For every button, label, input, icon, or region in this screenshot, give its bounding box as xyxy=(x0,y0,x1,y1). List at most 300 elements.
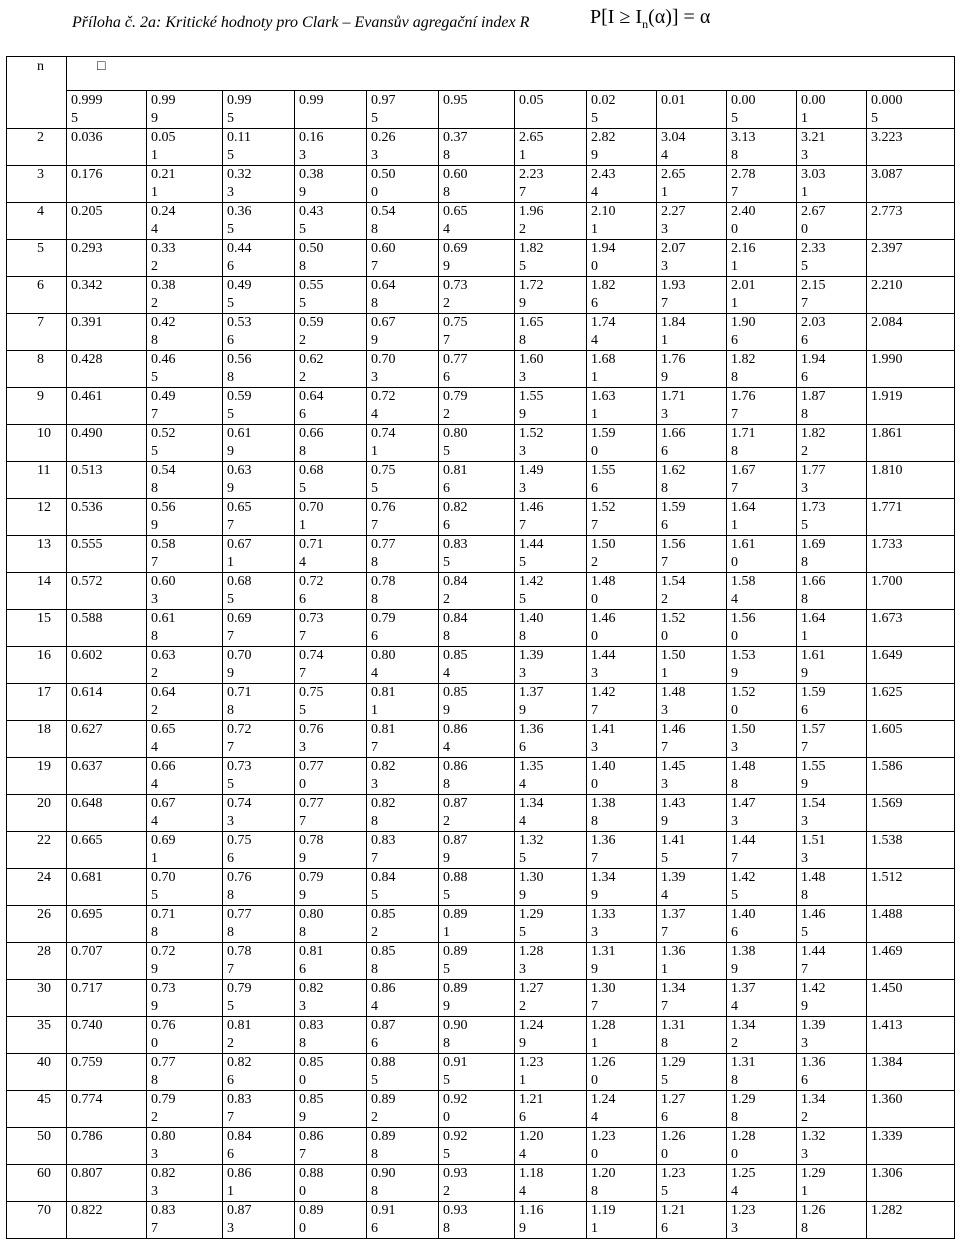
value-cell: 1.53 9 xyxy=(727,647,797,684)
value-cell: 1.59 0 xyxy=(587,425,657,462)
value-cell: 0.428 xyxy=(67,351,147,388)
value-cell: 1.26 0 xyxy=(657,1128,727,1165)
n-cell: 20 xyxy=(7,795,67,832)
value-cell: 1.94 0 xyxy=(587,240,657,277)
value-cell: 0.81 7 xyxy=(367,721,439,758)
value-cell: 1.469 xyxy=(867,943,955,980)
alpha-level-cell: 0.99 xyxy=(295,91,367,129)
value-cell: 1.36 7 xyxy=(587,832,657,869)
value-cell: 1.28 1 xyxy=(587,1017,657,1054)
table-row xyxy=(7,425,955,462)
value-cell: 0.64 6 xyxy=(295,388,367,425)
value-cell: 1.990 xyxy=(867,351,955,388)
value-cell: 1.68 1 xyxy=(587,351,657,388)
table-row xyxy=(7,980,955,1017)
value-cell: 2.16 1 xyxy=(727,240,797,277)
value-cell: 0.64 2 xyxy=(147,684,223,721)
value-cell: 1.42 9 xyxy=(797,980,867,1017)
value-cell: 0.391 xyxy=(67,314,147,351)
table-row xyxy=(7,499,955,536)
value-cell: 0.80 5 xyxy=(439,425,515,462)
table-row xyxy=(7,610,955,647)
value-cell: 2.78 7 xyxy=(727,166,797,203)
n-cell: 45 xyxy=(7,1091,67,1128)
value-cell: 0.81 2 xyxy=(223,1017,295,1054)
value-cell: 2.397 xyxy=(867,240,955,277)
value-cell: 0.69 1 xyxy=(147,832,223,869)
value-cell: 0.73 5 xyxy=(223,758,295,795)
value-cell: 1.46 7 xyxy=(515,499,587,536)
value-cell: 1.54 3 xyxy=(797,795,867,832)
value-cell: 1.71 8 xyxy=(727,425,797,462)
value-cell: 0.74 1 xyxy=(367,425,439,462)
value-cell: 1.339 xyxy=(867,1128,955,1165)
value-cell: 1.49 3 xyxy=(515,462,587,499)
value-cell: 1.57 7 xyxy=(797,721,867,758)
formula-prefix: P[I ≥ I xyxy=(590,6,643,28)
value-cell: 1.72 9 xyxy=(515,277,587,314)
value-cell: 2.15 7 xyxy=(797,277,867,314)
value-cell: 1.37 4 xyxy=(727,980,797,1017)
value-cell: 0.84 5 xyxy=(367,869,439,906)
value-cell: 3.04 4 xyxy=(657,129,727,166)
value-cell: 1.48 0 xyxy=(587,573,657,610)
value-cell: 1.96 2 xyxy=(515,203,587,240)
value-cell: 0.70 1 xyxy=(295,499,367,536)
value-cell: 0.695 xyxy=(67,906,147,943)
value-cell: 1.26 8 xyxy=(797,1202,867,1239)
value-cell: 1.32 5 xyxy=(515,832,587,869)
value-cell: 0.05 1 xyxy=(147,129,223,166)
table-row xyxy=(7,240,955,277)
value-cell: 0.70 3 xyxy=(367,351,439,388)
value-cell: 1.21 6 xyxy=(515,1091,587,1128)
value-cell: 0.71 4 xyxy=(295,536,367,573)
value-cell: 0.648 xyxy=(67,795,147,832)
table-row xyxy=(7,462,955,499)
value-cell: 0.66 4 xyxy=(147,758,223,795)
value-cell: 3.223 xyxy=(867,129,955,166)
value-cell: 0.87 2 xyxy=(439,795,515,832)
table-row xyxy=(7,1054,955,1091)
table-body xyxy=(7,57,955,1239)
value-cell: 0.293 xyxy=(67,240,147,277)
n-cell: 11 xyxy=(7,462,67,499)
value-cell: 0.66 8 xyxy=(295,425,367,462)
value-cell: 0.80 4 xyxy=(367,647,439,684)
table-row xyxy=(7,166,955,203)
value-cell: 1.450 xyxy=(867,980,955,1017)
value-cell: 3.13 8 xyxy=(727,129,797,166)
value-cell: 1.66 6 xyxy=(657,425,727,462)
value-cell: 1.36 6 xyxy=(797,1054,867,1091)
value-cell: 0.85 8 xyxy=(367,943,439,980)
value-cell: 1.35 4 xyxy=(515,758,587,795)
value-cell: 0.62 2 xyxy=(295,351,367,388)
table-row xyxy=(7,758,955,795)
value-cell: 1.700 xyxy=(867,573,955,610)
value-cell: 0.71 8 xyxy=(147,906,223,943)
value-cell: 0.60 8 xyxy=(439,166,515,203)
value-cell: 0.73 2 xyxy=(439,277,515,314)
table-row xyxy=(7,1128,955,1165)
n-cell: 7 xyxy=(7,314,67,351)
header-row-alpha xyxy=(7,91,955,129)
value-cell: 0.637 xyxy=(67,758,147,795)
value-cell: 1.28 0 xyxy=(727,1128,797,1165)
value-cell: 0.83 5 xyxy=(439,536,515,573)
value-cell: 1.82 2 xyxy=(797,425,867,462)
value-cell: 1.36 6 xyxy=(515,721,587,758)
value-cell: 1.36 1 xyxy=(657,943,727,980)
value-cell: 0.85 9 xyxy=(295,1091,367,1128)
value-cell: 0.76 8 xyxy=(223,869,295,906)
value-cell: 0.80 8 xyxy=(295,906,367,943)
value-cell: 0.54 8 xyxy=(147,462,223,499)
value-cell: 0.55 5 xyxy=(295,277,367,314)
table-row xyxy=(7,721,955,758)
n-cell: 14 xyxy=(7,573,67,610)
n-cell: 13 xyxy=(7,536,67,573)
table-row xyxy=(7,203,955,240)
value-cell: 0.11 5 xyxy=(223,129,295,166)
value-cell: 0.76 0 xyxy=(147,1017,223,1054)
value-cell: 0.24 4 xyxy=(147,203,223,240)
n-cell: 9 xyxy=(7,388,67,425)
value-cell: 0.83 7 xyxy=(367,832,439,869)
table-row xyxy=(7,277,955,314)
value-cell: 0.84 6 xyxy=(223,1128,295,1165)
formula-subscript: n xyxy=(642,17,649,31)
value-cell: 0.81 1 xyxy=(367,684,439,721)
value-cell: 0.176 xyxy=(67,166,147,203)
value-cell: 0.59 5 xyxy=(223,388,295,425)
value-cell: 0.81 6 xyxy=(439,462,515,499)
n-cell: 40 xyxy=(7,1054,67,1091)
value-cell: 0.79 6 xyxy=(367,610,439,647)
critical-values-table xyxy=(6,56,955,1239)
table-row xyxy=(7,536,955,573)
value-cell: 1.74 4 xyxy=(587,314,657,351)
value-cell: 0.56 8 xyxy=(223,351,295,388)
value-cell: 1.569 xyxy=(867,795,955,832)
value-cell: 1.39 3 xyxy=(515,647,587,684)
value-cell: 1.34 7 xyxy=(657,980,727,1017)
value-cell: 0.717 xyxy=(67,980,147,1017)
n-label: n xyxy=(37,59,44,74)
value-cell: 2.210 xyxy=(867,277,955,314)
value-cell: 2.33 5 xyxy=(797,240,867,277)
probability-formula xyxy=(590,6,710,32)
value-cell: 0.82 6 xyxy=(439,499,515,536)
table-row xyxy=(7,869,955,906)
value-cell: 1.39 3 xyxy=(797,1017,867,1054)
table-row xyxy=(7,1165,955,1202)
value-cell: 0.56 9 xyxy=(147,499,223,536)
value-cell: 0.627 xyxy=(67,721,147,758)
value-cell: 0.32 3 xyxy=(223,166,295,203)
table-row xyxy=(7,795,955,832)
document-caption: Příloha č. 2a: Kritické hodnoty pro Clark – Evansův agregační index R xyxy=(72,14,530,31)
value-cell: 0.78 9 xyxy=(295,832,367,869)
value-cell: 0.77 0 xyxy=(295,758,367,795)
value-cell: 0.79 2 xyxy=(439,388,515,425)
n-cell: 50 xyxy=(7,1128,67,1165)
value-cell: 0.88 5 xyxy=(439,869,515,906)
value-cell: 0.786 xyxy=(67,1128,147,1165)
value-cell: 1.40 0 xyxy=(587,758,657,795)
value-cell: 1.52 7 xyxy=(587,499,657,536)
value-cell: 1.84 1 xyxy=(657,314,727,351)
value-cell: 0.90 8 xyxy=(439,1017,515,1054)
value-cell: 0.89 2 xyxy=(367,1091,439,1128)
table-row xyxy=(7,129,955,166)
table-row xyxy=(7,647,955,684)
n-cell: 24 xyxy=(7,869,67,906)
value-cell: 1.37 9 xyxy=(515,684,587,721)
value-cell: 1.28 3 xyxy=(515,943,587,980)
value-cell: 0.72 7 xyxy=(223,721,295,758)
value-cell: 1.29 5 xyxy=(657,1054,727,1091)
value-cell: 0.614 xyxy=(67,684,147,721)
value-cell: 0.86 7 xyxy=(295,1128,367,1165)
value-cell: 1.40 6 xyxy=(727,906,797,943)
value-cell: 1.44 7 xyxy=(797,943,867,980)
value-cell: 0.85 0 xyxy=(295,1054,367,1091)
n-cell: 16 xyxy=(7,647,67,684)
value-cell: 0.70 5 xyxy=(147,869,223,906)
value-cell: 0.86 4 xyxy=(367,980,439,1017)
value-cell: 0.602 xyxy=(67,647,147,684)
value-cell: 0.84 2 xyxy=(439,573,515,610)
value-cell: 0.53 6 xyxy=(223,314,295,351)
value-cell: 1.33 3 xyxy=(587,906,657,943)
value-cell: 1.71 3 xyxy=(657,388,727,425)
value-cell: 0.68 5 xyxy=(223,573,295,610)
value-cell: 1.32 3 xyxy=(797,1128,867,1165)
value-cell: 1.61 9 xyxy=(797,647,867,684)
value-cell: 1.59 6 xyxy=(657,499,727,536)
value-cell: 0.665 xyxy=(67,832,147,869)
value-cell: 0.83 7 xyxy=(223,1091,295,1128)
value-cell: 1.54 2 xyxy=(657,573,727,610)
value-cell: 2.40 0 xyxy=(727,203,797,240)
alpha-level-cell: 0.99 9 xyxy=(147,91,223,129)
value-cell: 1.61 0 xyxy=(727,536,797,573)
n-cell: 6 xyxy=(7,277,67,314)
value-cell: 0.588 xyxy=(67,610,147,647)
value-cell: 0.85 4 xyxy=(439,647,515,684)
value-cell: 1.41 5 xyxy=(657,832,727,869)
value-cell: 0.89 1 xyxy=(439,906,515,943)
n-cell: 35 xyxy=(7,1017,67,1054)
value-cell: 0.43 5 xyxy=(295,203,367,240)
value-cell: 1.82 8 xyxy=(727,351,797,388)
value-cell: 0.74 3 xyxy=(223,795,295,832)
value-cell: 0.75 5 xyxy=(367,462,439,499)
n-cell: 2 xyxy=(7,129,67,166)
value-cell: 0.461 xyxy=(67,388,147,425)
value-cell: 1.26 0 xyxy=(587,1054,657,1091)
value-cell: 1.586 xyxy=(867,758,955,795)
n-cell: 4 xyxy=(7,203,67,240)
value-cell: 0.75 7 xyxy=(439,314,515,351)
alpha-level-cell: 0.00 5 xyxy=(727,91,797,129)
n-cell: 28 xyxy=(7,943,67,980)
value-cell: 1.413 xyxy=(867,1017,955,1054)
value-cell: 0.37 8 xyxy=(439,129,515,166)
value-cell: 1.64 1 xyxy=(797,610,867,647)
value-cell: 0.42 8 xyxy=(147,314,223,351)
table-row xyxy=(7,1091,955,1128)
value-cell: 0.58 7 xyxy=(147,536,223,573)
value-cell: 0.513 xyxy=(67,462,147,499)
alpha-level-cell: 0.02 5 xyxy=(587,91,657,129)
value-cell: 1.94 6 xyxy=(797,351,867,388)
value-cell: 1.31 8 xyxy=(727,1054,797,1091)
value-cell: 0.76 7 xyxy=(367,499,439,536)
value-cell: 1.18 4 xyxy=(515,1165,587,1202)
value-cell: 3.087 xyxy=(867,166,955,203)
alpha-level-cell: 0.97 5 xyxy=(367,91,439,129)
value-cell: 0.76 3 xyxy=(295,721,367,758)
document-header xyxy=(72,6,952,46)
value-cell: 0.60 7 xyxy=(367,240,439,277)
value-cell: 0.77 8 xyxy=(223,906,295,943)
value-cell: 0.807 xyxy=(67,1165,147,1202)
value-cell: 1.39 4 xyxy=(657,869,727,906)
alpha-symbol: □ xyxy=(97,59,106,74)
value-cell: 0.61 8 xyxy=(147,610,223,647)
alpha-level-cell: 0.999 5 xyxy=(67,91,147,129)
value-cell: 0.36 5 xyxy=(223,203,295,240)
value-cell: 0.89 8 xyxy=(367,1128,439,1165)
value-cell: 1.48 3 xyxy=(657,684,727,721)
value-cell: 3.21 3 xyxy=(797,129,867,166)
value-cell: 1.384 xyxy=(867,1054,955,1091)
value-cell: 1.87 8 xyxy=(797,388,867,425)
value-cell: 0.79 2 xyxy=(147,1091,223,1128)
n-cell: 30 xyxy=(7,980,67,1017)
value-cell: 0.67 9 xyxy=(367,314,439,351)
value-cell: 0.77 8 xyxy=(147,1054,223,1091)
value-cell: 0.38 2 xyxy=(147,277,223,314)
value-cell: 0.16 3 xyxy=(295,129,367,166)
value-cell: 1.34 2 xyxy=(727,1017,797,1054)
value-cell: 0.21 1 xyxy=(147,166,223,203)
value-cell: 1.56 0 xyxy=(727,610,797,647)
value-cell: 1.76 7 xyxy=(727,388,797,425)
n-header xyxy=(7,57,67,129)
value-cell: 0.72 6 xyxy=(295,573,367,610)
value-cell: 0.82 3 xyxy=(147,1165,223,1202)
value-cell: 1.29 8 xyxy=(727,1091,797,1128)
value-cell: 0.490 xyxy=(67,425,147,462)
value-cell: 0.73 7 xyxy=(295,610,367,647)
value-cell: 0.65 4 xyxy=(439,203,515,240)
value-cell: 1.538 xyxy=(867,832,955,869)
value-cell: 0.93 8 xyxy=(439,1202,515,1239)
table-row xyxy=(7,314,955,351)
value-cell: 0.49 7 xyxy=(147,388,223,425)
value-cell: 0.33 2 xyxy=(147,240,223,277)
value-cell: 0.59 2 xyxy=(295,314,367,351)
value-cell: 1.625 xyxy=(867,684,955,721)
value-cell: 0.79 9 xyxy=(295,869,367,906)
value-cell: 0.83 8 xyxy=(295,1017,367,1054)
table-row xyxy=(7,1017,955,1054)
value-cell: 1.19 1 xyxy=(587,1202,657,1239)
n-cell: 17 xyxy=(7,684,67,721)
value-cell: 2.084 xyxy=(867,314,955,351)
value-cell: 2.27 3 xyxy=(657,203,727,240)
n-cell: 3 xyxy=(7,166,67,203)
value-cell: 1.46 5 xyxy=(797,906,867,943)
table-row xyxy=(7,573,955,610)
value-cell: 0.555 xyxy=(67,536,147,573)
value-cell: 0.774 xyxy=(67,1091,147,1128)
value-cell: 1.23 0 xyxy=(587,1128,657,1165)
value-cell: 0.50 8 xyxy=(295,240,367,277)
value-cell: 0.73 9 xyxy=(147,980,223,1017)
n-cell: 26 xyxy=(7,906,67,943)
table-row xyxy=(7,832,955,869)
value-cell: 0.77 6 xyxy=(439,351,515,388)
value-cell: 1.63 1 xyxy=(587,388,657,425)
value-cell: 0.91 5 xyxy=(439,1054,515,1091)
value-cell: 1.82 6 xyxy=(587,277,657,314)
value-cell: 0.67 4 xyxy=(147,795,223,832)
value-cell: 1.93 7 xyxy=(657,277,727,314)
value-cell: 0.88 5 xyxy=(367,1054,439,1091)
value-cell: 0.78 8 xyxy=(367,573,439,610)
value-cell: 0.89 9 xyxy=(439,980,515,1017)
value-cell: 1.34 2 xyxy=(797,1091,867,1128)
value-cell: 1.512 xyxy=(867,869,955,906)
n-cell: 12 xyxy=(7,499,67,536)
value-cell: 1.29 1 xyxy=(797,1165,867,1202)
value-cell: 1.50 1 xyxy=(657,647,727,684)
table-row xyxy=(7,684,955,721)
value-cell: 1.40 8 xyxy=(515,610,587,647)
value-cell: 0.572 xyxy=(67,573,147,610)
value-cell: 0.82 3 xyxy=(295,980,367,1017)
table-row xyxy=(7,388,955,425)
value-cell: 0.87 3 xyxy=(223,1202,295,1239)
value-cell: 1.673 xyxy=(867,610,955,647)
value-cell: 0.84 8 xyxy=(439,610,515,647)
alpha-header xyxy=(67,57,955,91)
value-cell: 1.44 5 xyxy=(515,536,587,573)
value-cell: 1.31 9 xyxy=(587,943,657,980)
value-cell: 1.59 6 xyxy=(797,684,867,721)
value-cell: 0.52 5 xyxy=(147,425,223,462)
value-cell: 1.67 7 xyxy=(727,462,797,499)
value-cell: 0.65 7 xyxy=(223,499,295,536)
value-cell: 1.23 5 xyxy=(657,1165,727,1202)
value-cell: 1.90 6 xyxy=(727,314,797,351)
value-cell: 2.07 3 xyxy=(657,240,727,277)
value-cell: 0.759 xyxy=(67,1054,147,1091)
value-cell: 2.10 1 xyxy=(587,203,657,240)
value-cell: 1.919 xyxy=(867,388,955,425)
value-cell: 0.205 xyxy=(67,203,147,240)
value-cell: 2.65 1 xyxy=(657,166,727,203)
value-cell: 1.488 xyxy=(867,906,955,943)
value-cell: 1.73 5 xyxy=(797,499,867,536)
value-cell: 2.01 1 xyxy=(727,277,797,314)
value-cell: 1.21 6 xyxy=(657,1202,727,1239)
